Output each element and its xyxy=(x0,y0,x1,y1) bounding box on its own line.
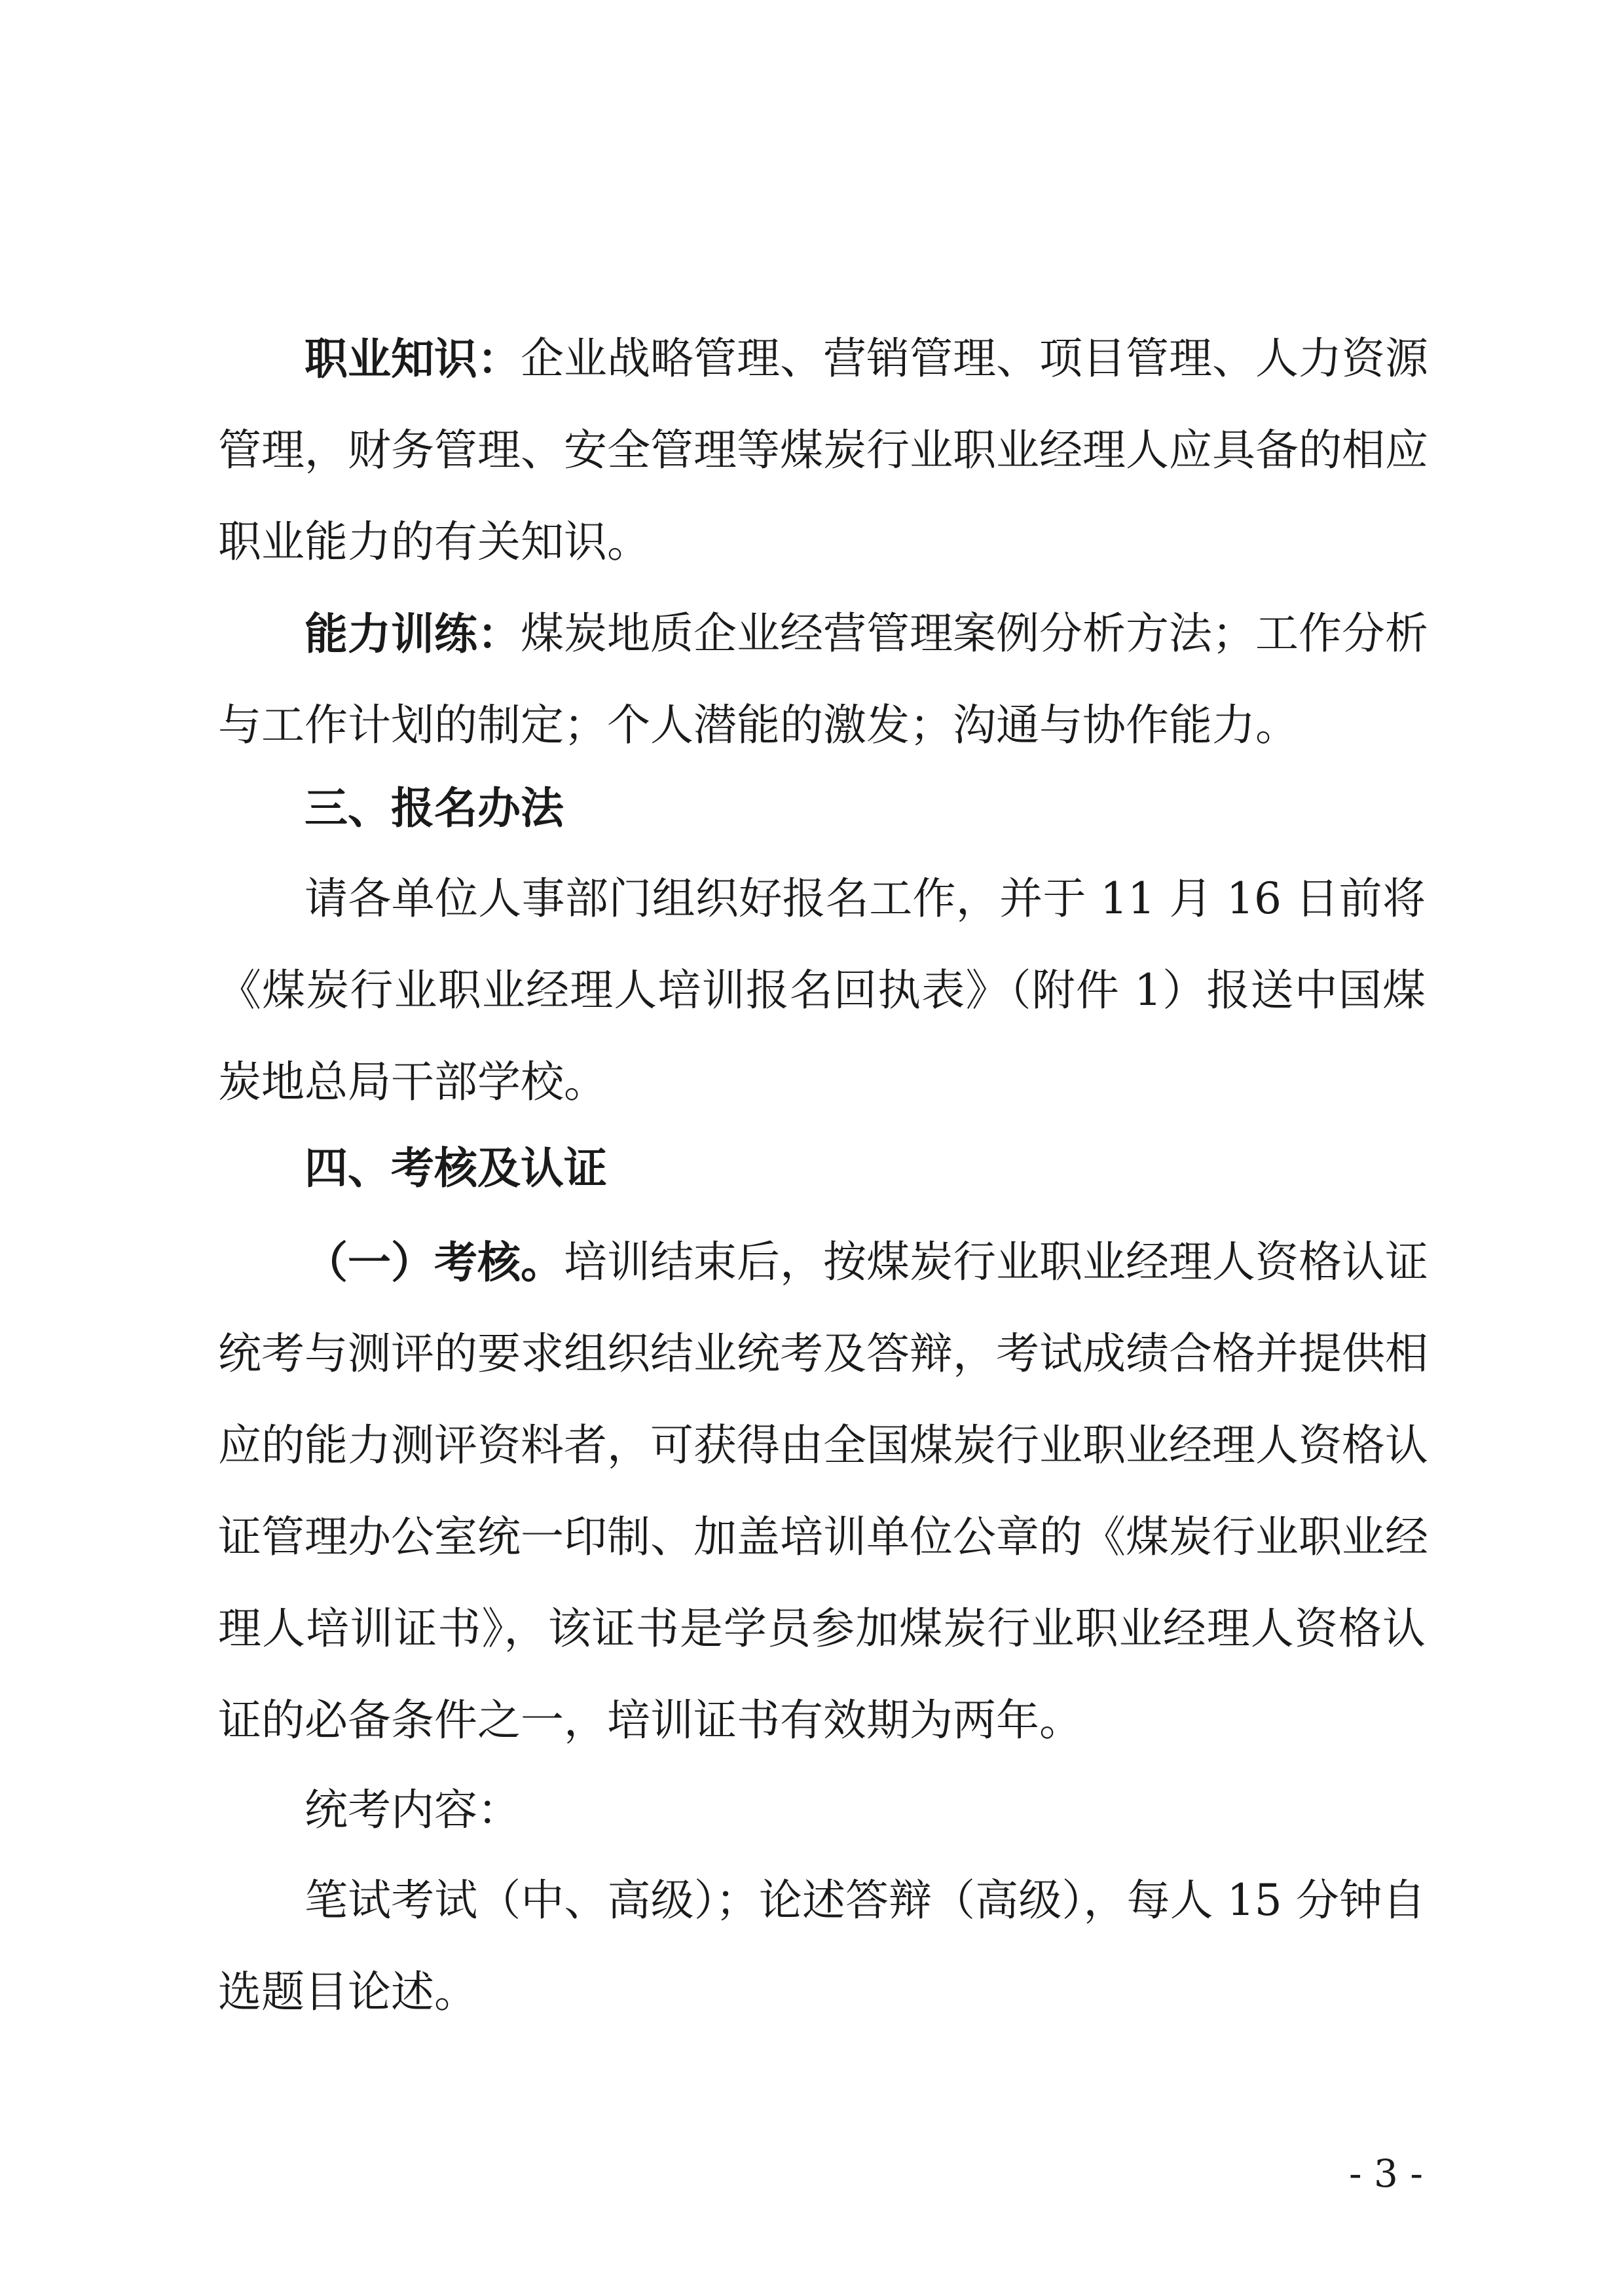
exam-text-3: 应的能力测评资料者，可获得由全国煤炭行业职业经理人资格认 xyxy=(218,1420,1428,1470)
paragraph-ability-training-line-1 xyxy=(304,608,1426,660)
exam-text-6: 证的必备条件之一，培训证书有效期为两年。 xyxy=(218,1695,1082,1745)
professional-knowledge-text-1: 企业战略管理、营销管理、项目管理、人力资源 xyxy=(521,333,1428,384)
professional-knowledge-label: 职业知识： xyxy=(304,333,521,384)
exam-lead: （一）考核。 xyxy=(304,1237,564,1288)
page-number: - 3 - xyxy=(1349,2151,1423,2196)
professional-knowledge-text-3: 职业能力的有关知识。 xyxy=(218,517,650,567)
section-3-heading: 三、报名办法 xyxy=(304,783,564,833)
exam-paragraph-line-1 xyxy=(304,1236,1426,1288)
exam-content-heading: 统考内容： xyxy=(304,1785,521,1835)
exam-content-text-2: 选题目论述。 xyxy=(218,1967,477,2017)
ability-training-text-2: 与工作计划的制定；个人潜能的激发；沟通与协作能力。 xyxy=(218,700,1299,750)
exam-text-2: 统考与测评的要求组织结业统考及答辩，考试成绩合格并提供相 xyxy=(218,1328,1428,1379)
paragraph-professional-knowledge-line-1 xyxy=(304,333,1426,385)
section-4-heading: 四、考核及认证 xyxy=(304,1143,607,1194)
section-3-text-3: 炭地总局干部学校。 xyxy=(218,1057,607,1107)
ability-training-label: 能力训练： xyxy=(304,608,521,659)
exam-text-1: 培训结束后，按煤炭行业职业经理人资格认证 xyxy=(564,1237,1428,1287)
exam-text-5: 理人培训证书》，该证书是学员参加煤炭行业职业经理人资格认 xyxy=(218,1603,1426,1654)
exam-text-4: 证管理办公室统一印制、加盖培训单位公章的《煤炭行业职业经 xyxy=(218,1512,1428,1562)
section-3-text-2: 《煤炭行业职业经理人培训报名回执表》（附件 1）报送中国煤 xyxy=(218,965,1426,1015)
ability-training-text-1: 煤炭地质企业经营管理案例分析方法；工作分析 xyxy=(521,608,1428,659)
exam-content-text-1: 笔试考试（中、高级）；论述答辩（高级），每人 15 分钟自 xyxy=(304,1875,1426,1925)
section-3-text-1: 请各单位人事部门组织好报名工作，并于 11 月 16 日前将 xyxy=(304,873,1426,924)
professional-knowledge-text-2: 管理，财务管理、安全管理等煤炭行业职业经理人应具备的相应 xyxy=(218,425,1428,475)
